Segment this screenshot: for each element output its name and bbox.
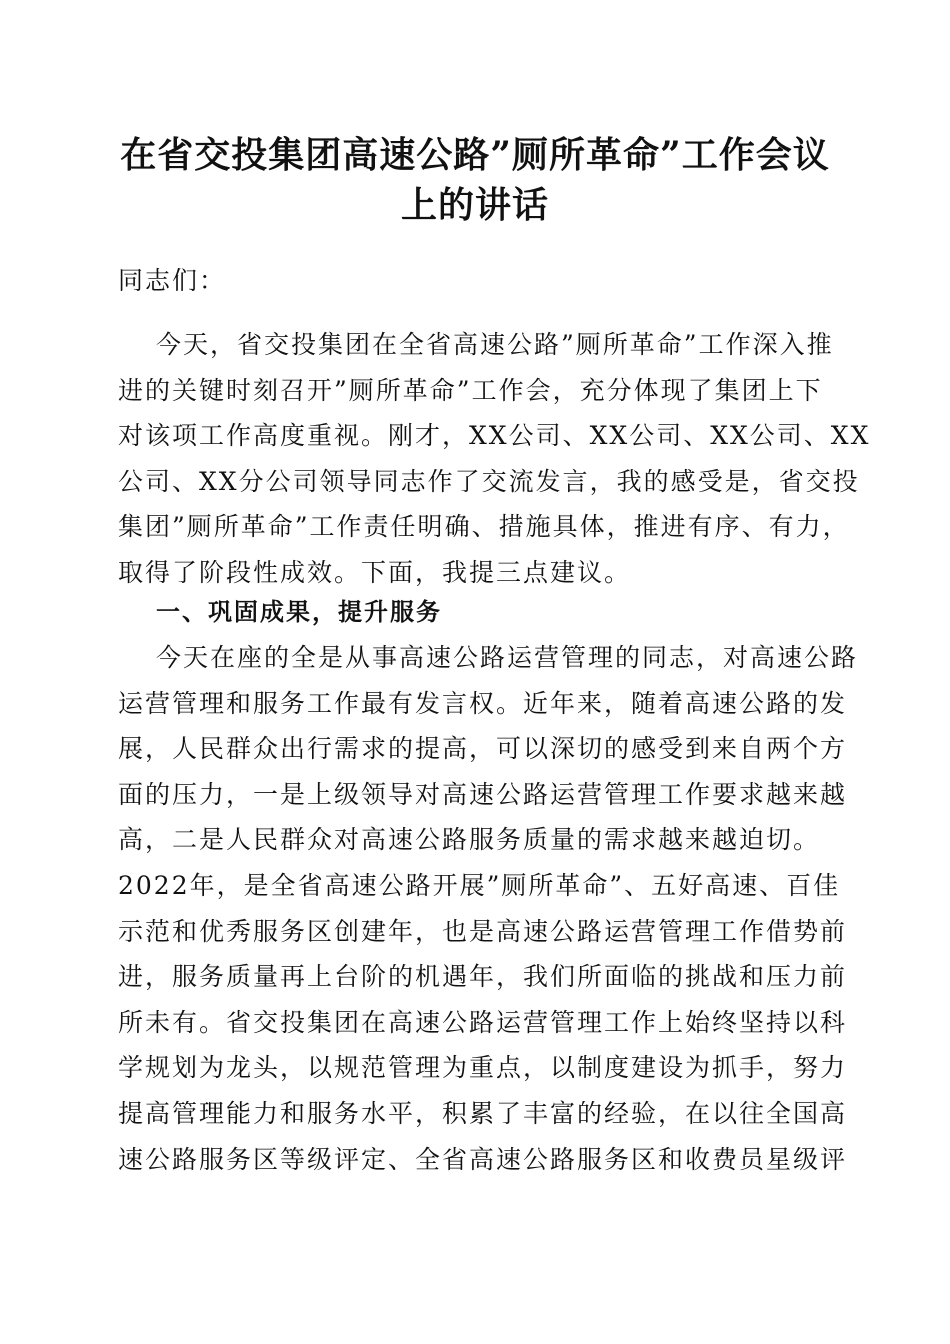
paragraph-2 <box>118 635 859 1182</box>
paragraph-line: 速公路服务区等级评定、全省高速公路服务区和收费员星级评 <box>118 1144 848 1174</box>
title-line-1: 在省交投集团高速公路”厕所革命”工作会议 <box>120 134 830 176</box>
paragraph-line: 示范和优秀服务区创建年，也是高速公路运营管理工作借势前 <box>118 916 848 946</box>
paragraph-line: 取得了阶段性成效。下面，我提三点建议。 <box>118 557 632 587</box>
document-title <box>100 130 850 230</box>
paragraph-line: 运营管理和服务工作最有发言权。近年来，随着高速公路的发 <box>118 688 848 718</box>
paragraph-line: 公司、XX分公司领导同志作了交流发言，我的感受是，省交投 <box>118 466 860 496</box>
paragraph-line: 进的关键时刻召开”厕所革命”工作会，充分体现了集团上下 <box>118 375 823 405</box>
salutation: 同志们： <box>118 266 227 295</box>
paragraph-line: 展，人民群众出行需求的提高，可以深切的感受到来自两个方 <box>118 734 848 764</box>
title-line-2: 上的讲话 <box>400 184 549 226</box>
paragraph-line: 集团”厕所革命”工作责任明确、措施具体，推进有序、有力， <box>118 512 850 542</box>
paragraph-line: 进，服务质量再上台阶的机遇年，我们所面临的挑战和压力前 <box>118 962 848 992</box>
section-heading <box>118 590 838 636</box>
paragraph-line: 学规划为龙头，以规范管理为重点，以制度建设为抓手，努力 <box>118 1053 848 1083</box>
paragraph-line: 高，二是人民群众对高速公路服务质量的需求越来越迫切。 <box>118 825 821 855</box>
paragraph-line: 2022年，是全省高速公路开展”厕所革命”、五好高速、百佳 <box>118 870 841 900</box>
paragraph-line: 对该项工作高度重视。刚才，XX公司、XX公司、XX公司、XX <box>118 421 871 451</box>
paragraph-line: 今天在座的全是从事高速公路运营管理的同志，对高速公路 <box>156 643 859 672</box>
paragraph-1 <box>118 322 871 596</box>
paragraph-line: 今天，省交投集团在全省高速公路”厕所革命”工作深入推 <box>156 330 834 359</box>
paragraph-line: 提高管理能力和服务水平，积累了丰富的经验，在以往全国高 <box>118 1098 848 1128</box>
paragraph-line: 所未有。省交投集团在高速公路运营管理工作上始终坚持以科 <box>118 1007 848 1037</box>
section-heading-text: 一、巩固成果，提升服务 <box>156 598 442 626</box>
paragraph-line: 面的压力，一是上级领导对高速公路运营管理工作要求越来越 <box>118 779 848 809</box>
